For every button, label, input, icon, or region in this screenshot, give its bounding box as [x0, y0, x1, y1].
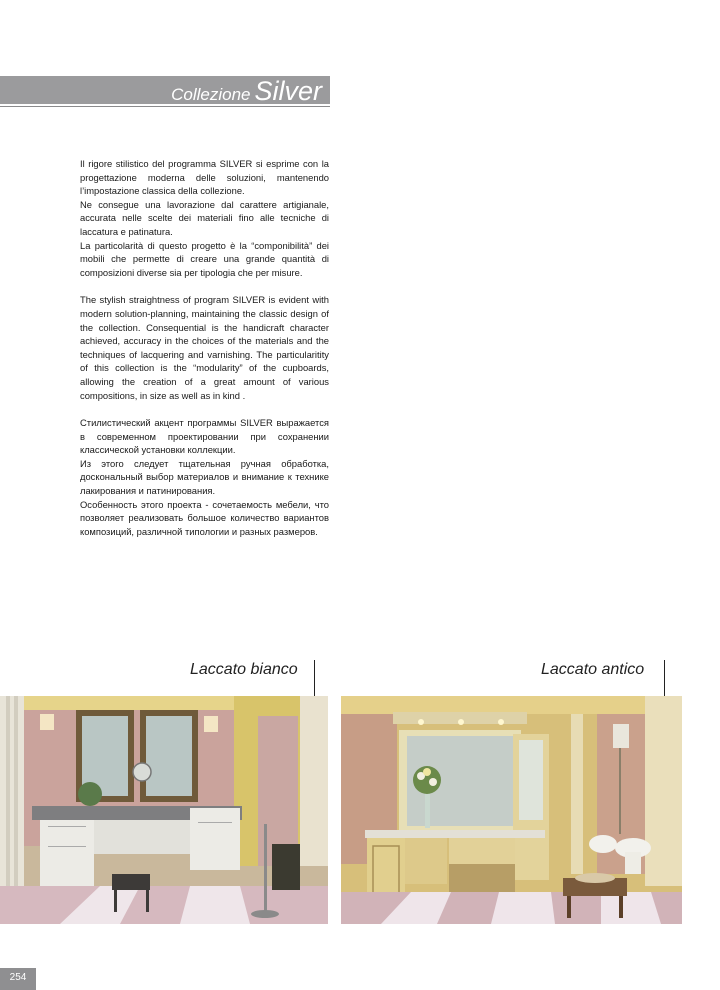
page-number: 254	[0, 968, 36, 990]
caption-laccato-bianco: Laccato bianco	[190, 661, 298, 678]
paragraph-english: The stylish straightness of program SILVER is evident with modern solution-planning, maintaining the classic design of the collection. Consequential is the handicraft character achieved, accuracy in the choices of the materials and the techniques of lacquering and varnishing. The particularitity of this collection is the “modularity” of the cupboards, allowing the creation of a great amount of various compositions, in size as well as in kind .	[80, 294, 329, 401]
bathroom-antique-illustration	[341, 696, 682, 924]
bathroom-white-illustration	[0, 696, 328, 924]
collection-title	[171, 76, 322, 104]
paragraph-italian: Il rigore stilistico del programma SILVER si esprime con la progettazione moderna delle soluzioni, mantenendo l’impostazione classica della collezione. Ne consegue una lavorazione dal carattere artigianale, accurata nelle scelte dei materiali fino alle tecniche di laccatura e patinatura. La particolarità di questo progetto è la “componibilità” dei mobili che permette di creare una grande quantità di composizioni diverse sia per tipologia che per misure.	[80, 158, 329, 278]
description-column	[80, 157, 329, 552]
collection-title-small: Collezione	[171, 85, 251, 104]
paragraph-russian: Стилистический акцент программы SILVER выражается в современном проектировании при сохранении классической установки коллекции. Из этого следует тщательная ручная обработка, доскональный выбор материалов и внимание к технике лакирования и патинирования. Особенность этого проекта - сочетаемость мебели, что позволяет реализовать большое количество вариантов композиций, различной типологии и разных размеров.	[80, 417, 329, 537]
photo-laccato-antico	[341, 696, 682, 924]
caption-laccato-antico: Laccato antico	[541, 661, 645, 678]
collection-title-big: Silver	[254, 76, 322, 106]
collection-header-band	[0, 76, 330, 104]
header-divider	[0, 106, 330, 107]
photo-laccato-bianco	[0, 696, 328, 924]
